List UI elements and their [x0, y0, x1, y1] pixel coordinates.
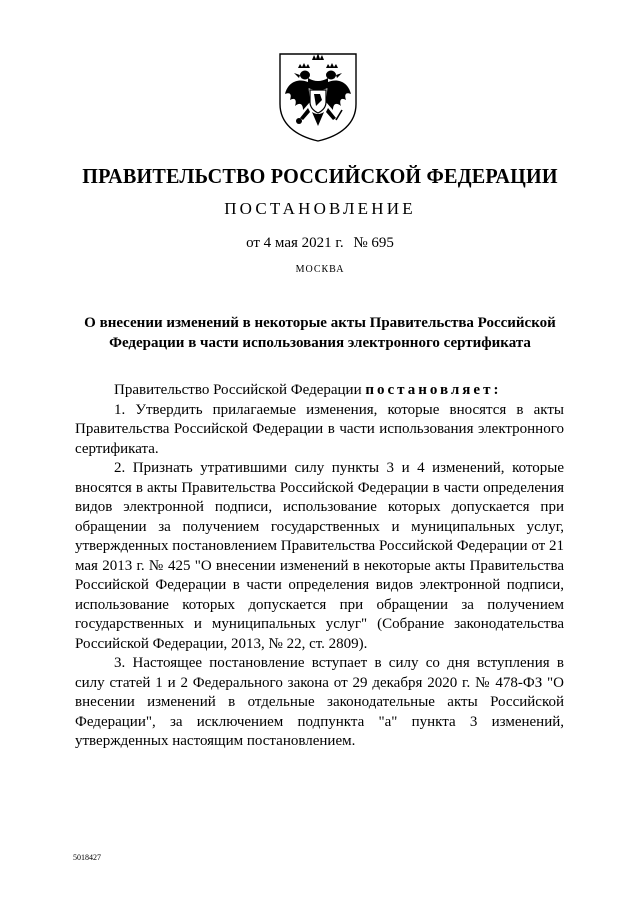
document-body	[75, 381, 564, 752]
preamble-lead: Правительство Российской Федерации	[114, 382, 362, 398]
subject-line-2: Федерации в части использования электронного сертификата	[109, 335, 531, 351]
document-number: № 695	[353, 235, 394, 251]
document-date-line	[0, 235, 640, 252]
government-title: ПРАВИТЕЛЬСТВО РОССИЙСКОЙ ФЕДЕРАЦИИ	[82, 164, 558, 188]
paragraph-2: 2. Признать утратившими силу пункты 3 и 4 изменений, которые вносятся в акты Правительства Российской Федерации в части определения видов электронной подписи, использование которых допускается при обращении за получением государственных и муниципальных услуг, утвержденных постановлением Правительства Российской Федерации от 21 мая 2013 г. № 425 "О внесении изменений в некоторые акты Правительства Российской Федерации в части определения видов электронной подписи, использование которых допускается при обращении за получением государственных и муниципальных услуг" (Собрание законодательства Российской Федерации, 2013, № 22, ст. 2809).	[75, 460, 564, 652]
preamble	[75, 381, 564, 401]
document-type: ПОСТАНОВЛЕНИЕ	[224, 199, 416, 218]
subject-line-1: О внесении изменений в некоторые акты Правительства Российской	[84, 315, 556, 331]
paragraph-1: 1. Утвердить прилагаемые изменения, которые вносятся в акты Правительства Российской Федерации в части использования электронного сертификата.	[75, 401, 564, 457]
document-date: от 4 мая 2021 г.	[246, 235, 344, 251]
document-code: 5018427	[73, 853, 101, 862]
paragraph-3: 3. Настоящее постановление вступает в силу со дня вступления в силу статей 1 и 2 Федерального закона от 29 декабря 2020 г. № 478-ФЗ "О внесении изменений в отдельные законодательные акты Российской Федерации", за исключением подпункта "а" пункта 3 изменений, утвержденных настоящим постановлением.	[75, 655, 564, 749]
coat-of-arms-icon	[270, 48, 366, 144]
document-subject	[60, 313, 580, 353]
document-city: МОСКВА	[295, 264, 345, 275]
preamble-decision: постановляет:	[365, 382, 502, 398]
